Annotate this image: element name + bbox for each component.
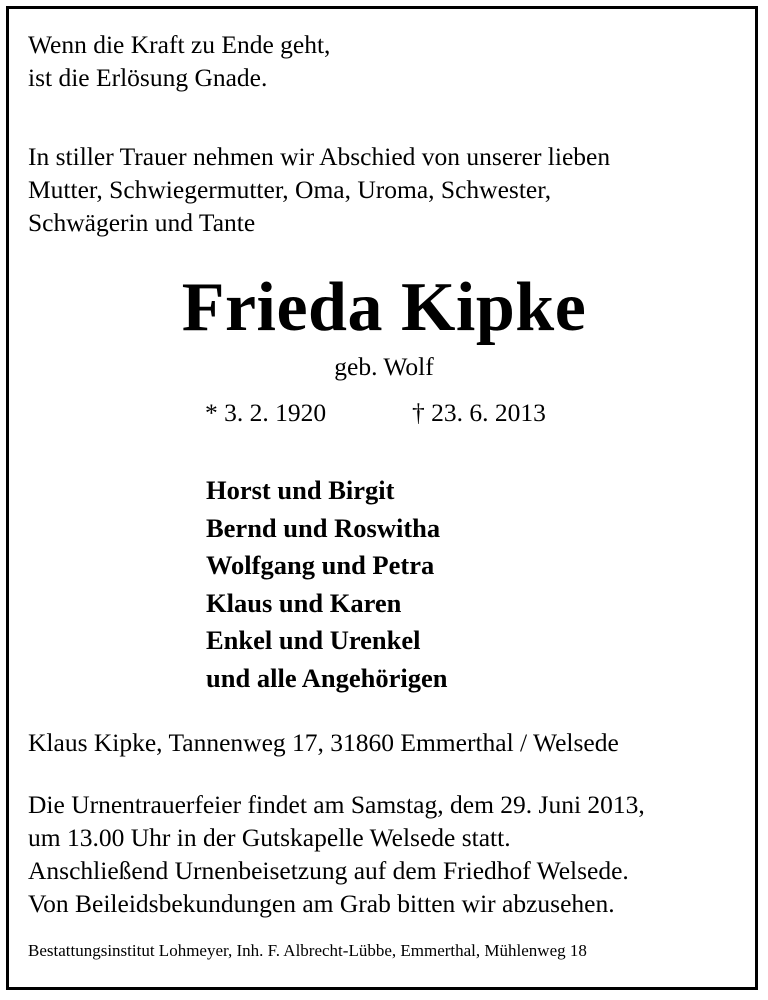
service-line-3: Anschließend Urnenbeisetzung auf dem Friedhof Welsede. xyxy=(28,856,629,885)
intro-line-1: In stiller Trauer nehmen wir Abschied von unserer lieben xyxy=(28,142,611,171)
survivor-entry: Enkel und Urenkel xyxy=(206,625,421,655)
intro-line-3: Schwägerin und Tante xyxy=(28,208,256,237)
service-details xyxy=(28,788,645,920)
death-date: † 23. 6. 2013 xyxy=(412,398,546,427)
survivors-list xyxy=(206,472,448,697)
service-line-4: Von Beileidsbekundungen am Grab bitten wir abzusehen. xyxy=(28,889,615,918)
birth-date: * 3. 2. 1920 xyxy=(205,398,327,427)
survivor-entry: Horst und Birgit xyxy=(206,475,395,505)
deceased-name: Frieda Kipke xyxy=(181,269,587,346)
motto-line-2: ist die Erlösung Gnade. xyxy=(28,63,268,92)
survivor-entry: Wolfgang und Petra xyxy=(206,550,435,580)
maiden-name: geb. Wolf xyxy=(334,352,434,381)
motto xyxy=(28,28,330,94)
intro-line-2: Mutter, Schwiegermutter, Oma, Uroma, Schwester, xyxy=(28,175,552,204)
survivor-entry: Klaus und Karen xyxy=(206,587,402,618)
survivor-entry: Bernd und Roswitha xyxy=(206,512,441,543)
funeral-home-credit: Bestattungsinstitut Lohmeyer, Inh. F. Albrecht-Lübbe, Emmerthal, Mühlenweg 18 xyxy=(28,941,587,960)
contact-address: Klaus Kipke, Tannenweg 17, 31860 Emmerthal / Welsede xyxy=(28,728,619,757)
service-line-2: um 13.00 Uhr in der Gutskapelle Welsede statt. xyxy=(28,823,511,852)
service-line-1: Die Urnentrauerfeier findet am Samstag, dem 29. Juni 2013, xyxy=(28,790,645,819)
motto-line-1: Wenn die Kraft zu Ende geht, xyxy=(28,30,331,59)
survivor-entry: und alle Angehörigen xyxy=(206,662,448,693)
intro-text xyxy=(28,140,610,239)
